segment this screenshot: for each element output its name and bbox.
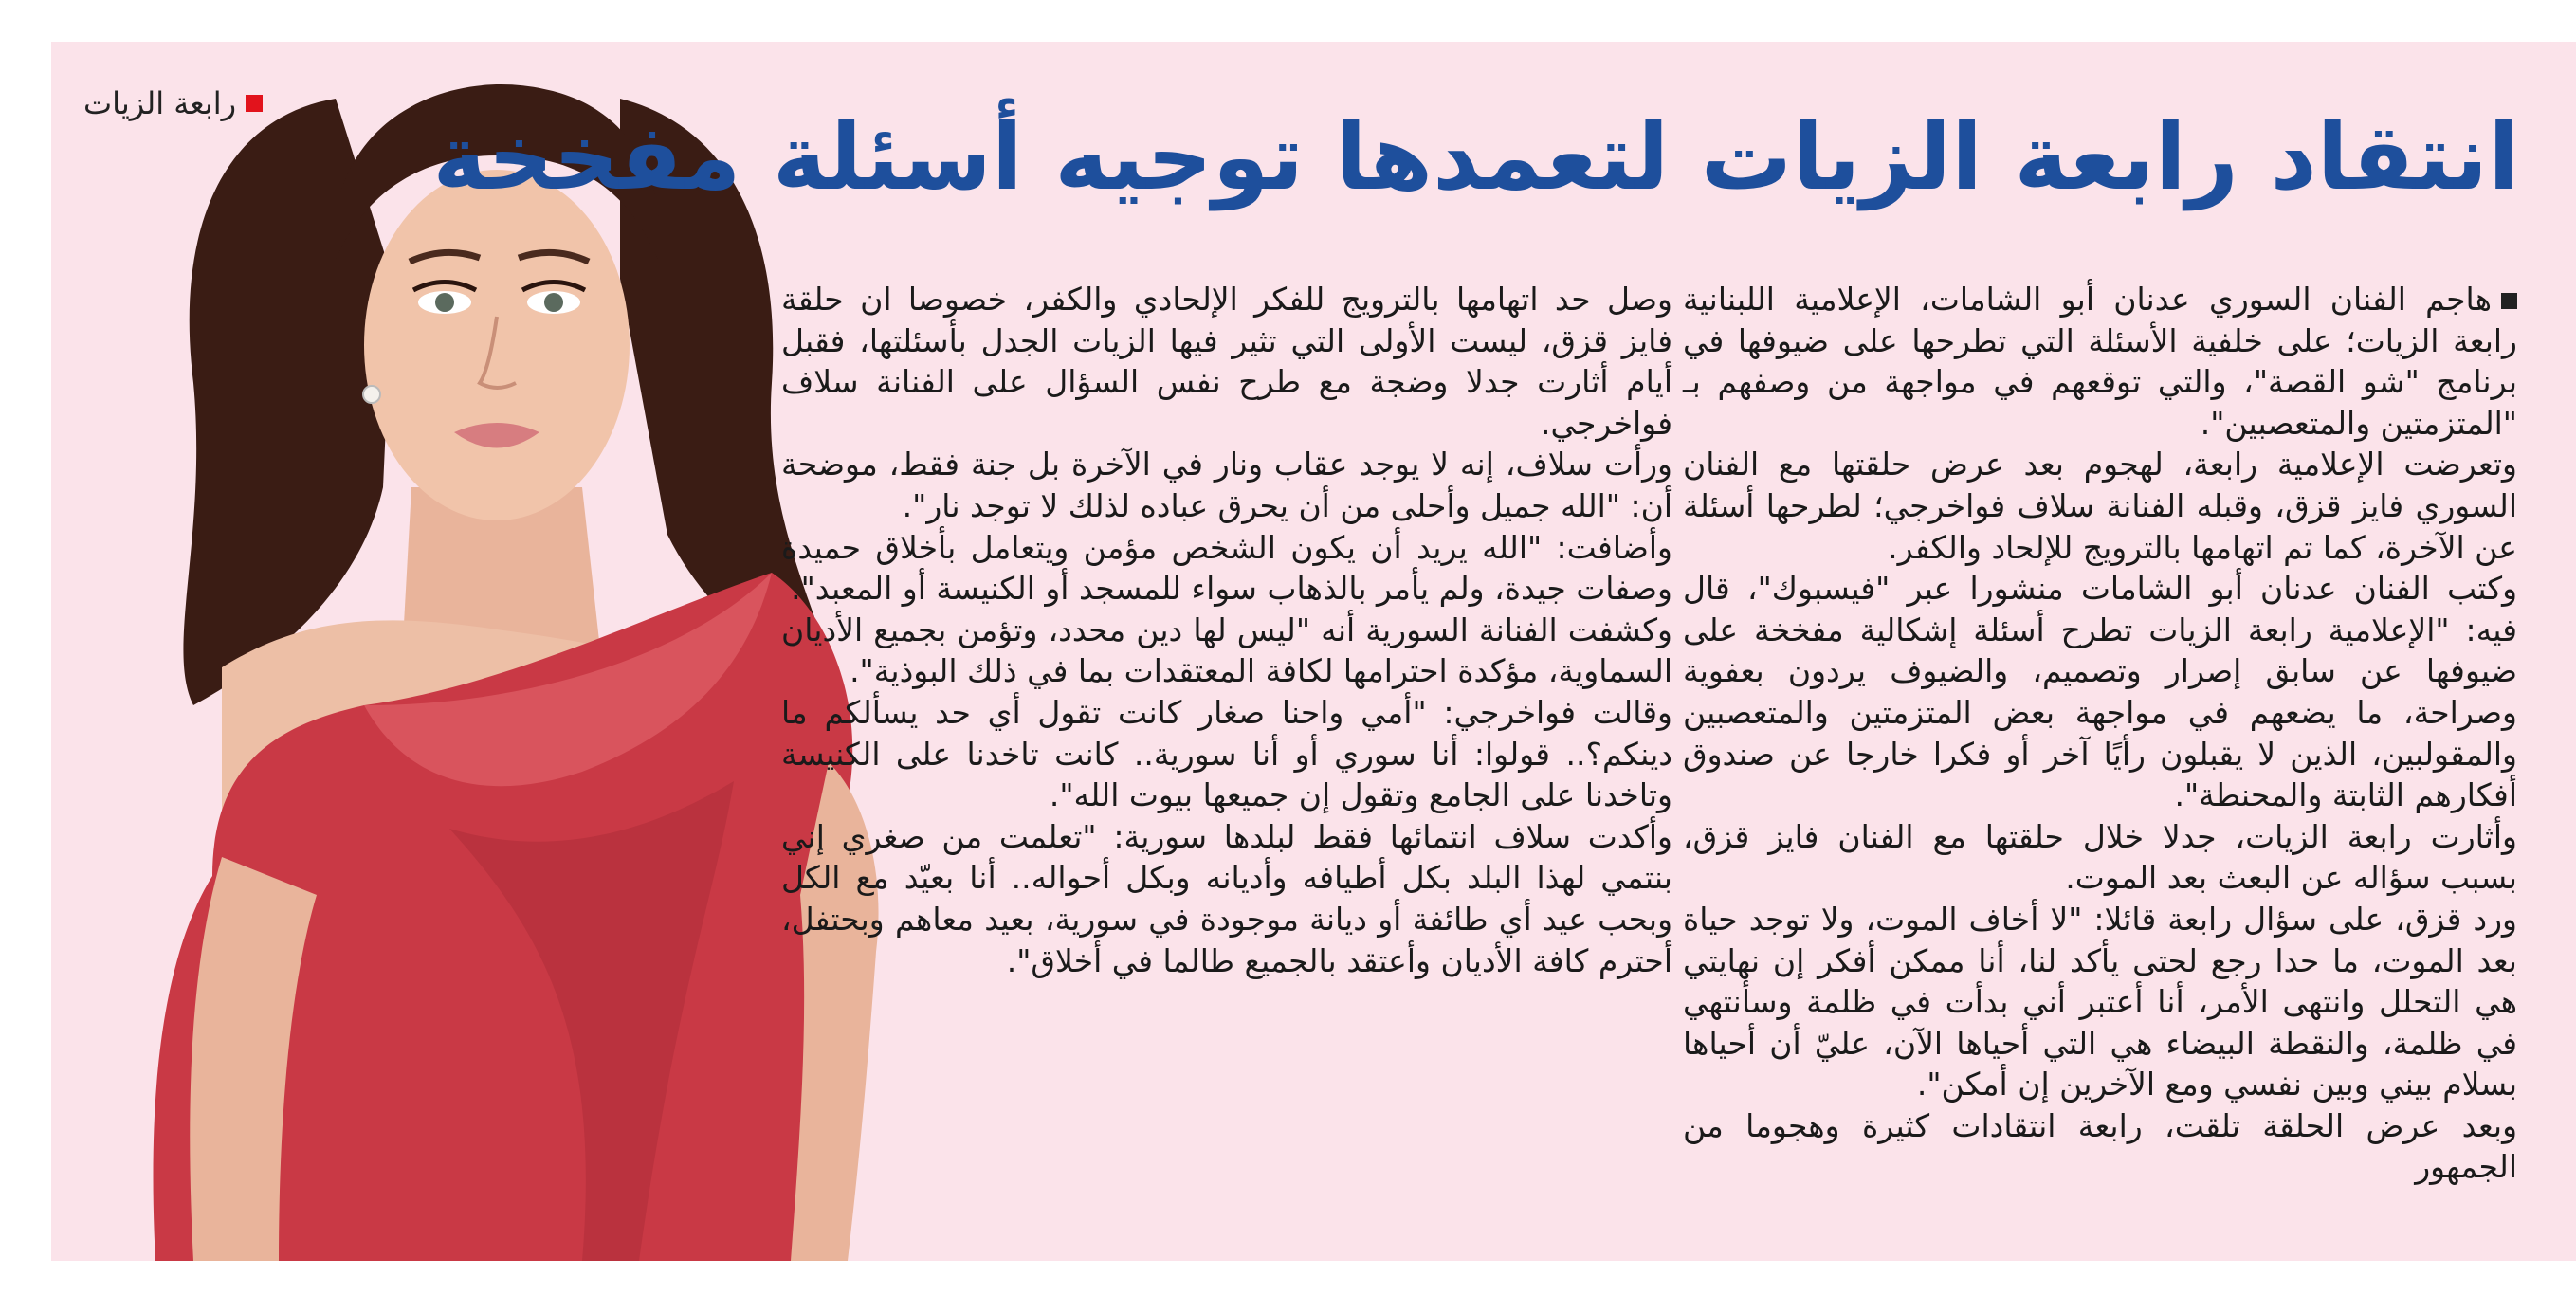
paragraph: وبعد عرض الحلقة تلقت، رابعة انتقادات كثيرة وهجوما من الجمهور <box>1683 1106 2517 1186</box>
paragraph: ورد قزق، على سؤال رابعة قائلا: "لا أخاف الموت، ولا توجد حياة بعد الموت، ما حدا رجع لحتى يأكد لنا، أنا ممكن أفكر إن نهايتي هي التحلل وانتهى الأمر، أنا أعتبر أني بدأت في ظلمة وسأنتهي في ظلمة، والنقطة البيضاء هي التي أحياها الآن، عليّ أن أحياها بسلام بيني وبين نفسي ومع الآخرين إن أمكن". <box>1683 900 2517 1103</box>
caption-marker-icon <box>246 95 263 112</box>
paragraph: وتعرضت الإعلامية رابعة، لهجوم بعد عرض حلقتها مع الفنان السوري فايز قزق، وقبله الفنانة سلاف فواخرجي؛ لطرحها أسئلة عن الآخرة، كما تم اتهامها بالترويج للإلحاد والكفر. <box>1683 446 2517 566</box>
newspaper-clipping <box>51 42 2576 1261</box>
paragraph: وكتب الفنان عدنان أبو الشامات منشورا عبر "فيسبوك"، قال فيه: "الإعلامية رابعة الزيات تطرح أسئلة إشكالية مفخخة على ضيوفها عن سابق إصرار وتصميم، والضيوف يردون بعفوية وصراحة، ما يضعهم في مواجهة بعض المتزمتين والمتعصبين والمقولبين، الذين لا يقبلون رأيًا آخر أو فكرا خارجا عن صندوق أفكارهم الثابتة والمحنطة". <box>1683 570 2517 814</box>
portrait-photo <box>51 42 904 1261</box>
paragraph-text: هاجم الفنان السوري عدنان أبو الشامات، الإعلامية اللبنانية رابعة الزيات؛ على خلفية الأسئلة التي تطرحها على ضيوفها في برنامج "شو القصة"، والتي توقعهم في مواجهة من وصفهم بـ "المتزمتين والمتعصبين". <box>1683 281 2517 442</box>
photo-caption <box>83 85 263 121</box>
paragraph: وأضافت: "الله يريد أن يكون الشخص مؤمن ويتعامل بأخلاق حميدة وصفات جيدة، ولم يأمر بالذهاب سواء للمسجد أو الكنيسة أو المعبد". <box>781 528 1672 608</box>
caption-text: رابعة الزيات <box>83 85 237 121</box>
paragraph: وصل حد اتهامها بالترويج للفكر الإلحادي والكفر، خصوصا ان حلقة فايز قزق، ليست الأولى التي تثير فيها الزيات الجدل بأسئلتها، فقبل أيام أثارت جدلا وضجة مع طرح نفس السؤال على الفنانة سلاف فواخرجي. <box>781 281 1672 442</box>
article-column-left <box>781 279 1672 981</box>
paragraph: وكشفت الفنانة السورية أنه "ليس لها دين محدد، وتؤمن بجميع الأديان السماوية، مؤكدة احترامها لكافة المعتقدات بما في ذلك البوذية". <box>781 611 1672 690</box>
bullet-square-icon <box>2501 293 2517 309</box>
article-column-right <box>1683 279 2517 1188</box>
paragraph: وقالت فواخرجي: "أمي واحنا صغار كانت تقول أي حد يسألكم ما دينكم؟.. قولوا: أنا سوري أو أنا سورية.. كانت تاخدنا على الكنيسة وتاخدنا على الجامع وتقول إن جميعها بيوت الله". <box>781 693 1672 814</box>
paragraph: ورأت سلاف، إنه لا يوجد عقاب ونار في الآخرة بل جنة فقط، موضحة أن: "الله جميل وأحلى من أن يحرق عباده لذلك لا توجد نار". <box>781 446 1672 524</box>
paragraph: وأكدت سلاف انتمائها فقط لبلدها سورية: "تعلمت من صغري إني بنتمي لهذا البلد بكل أطيافه وأديانه وبكل أحواله.. أنا بعيّد مع الكل وبحب عيد أي طائفة أو ديانة موجودة في سورية، بعيد معاهم وبحتفل، أحترم كافة الأديان وأعتقد بالجميع طالما في أخلاق". <box>781 817 1672 979</box>
headline: انتقاد رابعة الزيات لتعمدها توجيه أسئلة مفخخة <box>432 104 2519 210</box>
paragraph: وأثارت رابعة الزيات، جدلا خلال حلقتها مع الفنان فايز قزق، بسبب سؤاله عن البعث بعد الموت. <box>1683 817 2517 897</box>
paragraph <box>1683 279 2517 444</box>
